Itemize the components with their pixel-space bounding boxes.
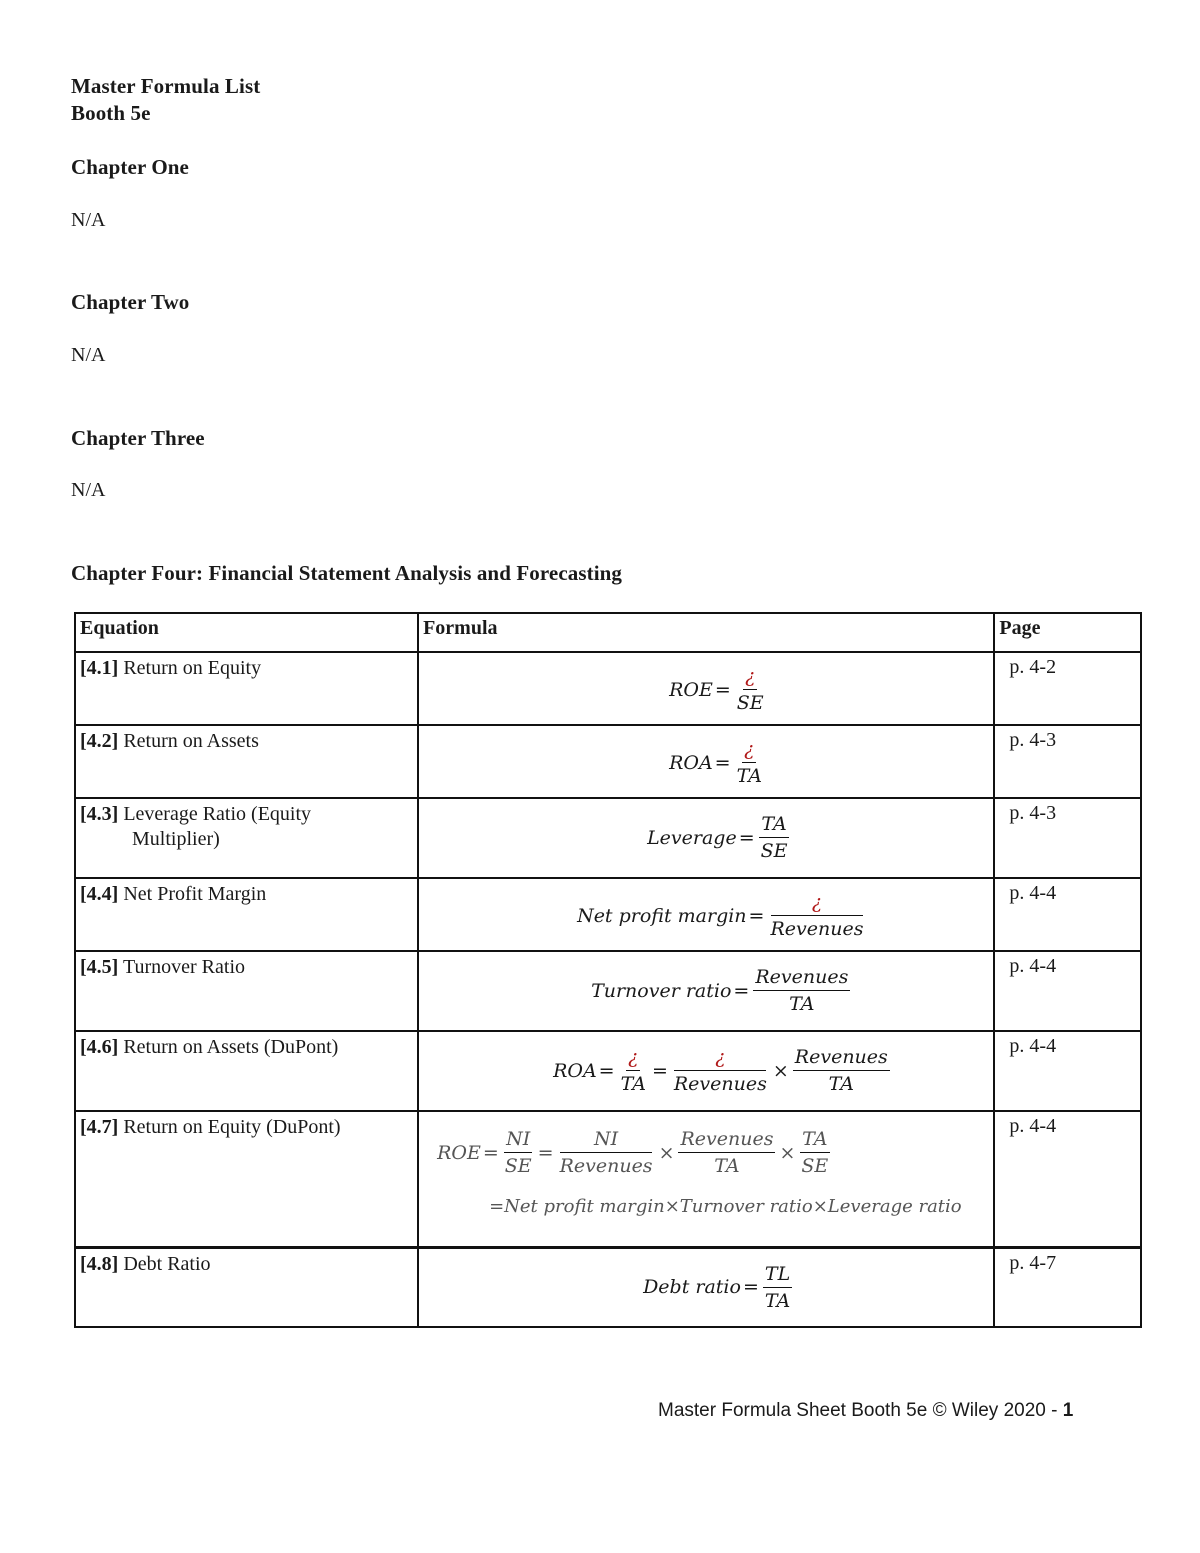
table-row xyxy=(75,1247,1141,1327)
fraction-numerator: TA xyxy=(759,811,788,838)
formula-lhs: Turnover ratio xyxy=(591,979,732,1002)
equation-number: [4.8] xyxy=(80,1252,119,1275)
equation-number: [4.7] xyxy=(80,1116,119,1138)
fraction-denominator: SE xyxy=(801,1155,829,1177)
table-header-row xyxy=(75,613,1141,652)
table-row xyxy=(75,1111,1141,1247)
formula-equals: = xyxy=(714,751,731,774)
formula-lhs: Net profit margin xyxy=(577,904,747,927)
page-cell: p. 4-4 xyxy=(994,951,1141,1031)
formula-equals: = xyxy=(598,1059,615,1082)
formula-leverage xyxy=(647,811,791,864)
equation-cell xyxy=(75,1247,418,1327)
fraction-numerator: ¿ xyxy=(626,1044,640,1071)
formula-equals: = xyxy=(537,1141,554,1164)
fraction-numerator: Revenues xyxy=(793,1044,890,1071)
equation-name: Leverage Ratio (Equity xyxy=(123,803,312,825)
equation-number: [4.3] xyxy=(80,803,119,825)
equation-cell xyxy=(75,1031,418,1111)
formula-lhs: Leverage xyxy=(647,826,737,849)
formula-cell xyxy=(418,725,994,798)
equation-name: Return on Assets xyxy=(123,730,259,752)
fraction-denominator: TA xyxy=(620,1073,646,1095)
formula-times: × xyxy=(779,1141,796,1164)
fraction-denominator: Revenues xyxy=(770,918,864,940)
formula-roe-dupont xyxy=(437,1126,832,1179)
fraction-denominator: SE xyxy=(736,692,764,714)
fraction-denominator: Revenues xyxy=(559,1155,653,1177)
fraction-numerator: TA xyxy=(800,1126,829,1153)
chapter-two-heading: Chapter Two xyxy=(71,290,190,314)
header-page: Page xyxy=(994,613,1141,652)
fraction-numerator: NI xyxy=(560,1126,652,1153)
formula-equals: = xyxy=(714,678,731,701)
formula-lhs: ROE xyxy=(437,1141,481,1164)
table-row xyxy=(75,951,1141,1031)
formula-equals: = xyxy=(482,1141,499,1164)
equation-number: [4.5] xyxy=(80,956,119,978)
page-cell: p. 4-2 xyxy=(994,652,1141,725)
fraction-numerator: TL xyxy=(763,1261,792,1288)
formula-cell xyxy=(418,652,994,725)
document-subtitle: Booth 5e xyxy=(71,101,151,125)
table-row xyxy=(75,878,1141,951)
chapter-three-heading: Chapter Three xyxy=(71,426,205,450)
equation-name: Debt Ratio xyxy=(123,1252,211,1275)
chapter-one-body: N/A xyxy=(71,209,106,231)
formula-fraction xyxy=(735,736,764,789)
table-row xyxy=(75,798,1141,878)
fraction-numerator: ¿ xyxy=(674,1044,766,1071)
page-cell: p. 4-4 xyxy=(994,1031,1141,1111)
fraction-numerator: NI xyxy=(504,1126,532,1153)
formula-fraction xyxy=(763,1261,792,1314)
formula-fraction xyxy=(753,964,850,1017)
equation-number: [4.6] xyxy=(80,1036,119,1058)
fraction-denominator: SE xyxy=(504,1155,532,1177)
formula-debt-ratio xyxy=(643,1261,794,1314)
table-row xyxy=(75,652,1141,725)
formula-equals: = xyxy=(742,1276,759,1298)
page-cell: p. 4-3 xyxy=(994,725,1141,798)
formula-fraction xyxy=(672,1044,769,1097)
fraction-denominator: TA xyxy=(789,993,815,1015)
formula-lhs: ROA xyxy=(669,751,713,774)
formula-fraction xyxy=(678,1126,775,1179)
fraction-numerator: Revenues xyxy=(678,1126,775,1153)
formula-lhs: Debt ratio xyxy=(643,1276,741,1298)
formula-lhs: ROE xyxy=(669,678,713,701)
formula-fraction xyxy=(619,1044,648,1097)
equation-cell xyxy=(75,951,418,1031)
equation-cell xyxy=(75,878,418,951)
equation-name: Return on Assets (DuPont) xyxy=(123,1036,339,1058)
equation-cell xyxy=(75,798,418,878)
formula-cell xyxy=(418,798,994,878)
formula-equals: = xyxy=(748,904,765,927)
fraction-numerator: ¿ xyxy=(743,663,757,690)
equation-name: Return on Equity xyxy=(123,657,262,679)
fraction-numerator: ¿ xyxy=(742,736,756,763)
fraction-denominator: TA xyxy=(828,1073,854,1095)
chapter-three-body: N/A xyxy=(71,479,106,501)
formula-cell xyxy=(418,1031,994,1111)
formula-fraction xyxy=(759,811,790,864)
formula-roa-dupont xyxy=(553,1044,892,1097)
formula-cell xyxy=(418,878,994,951)
equation-name-continued: Multiplier) xyxy=(132,828,220,850)
fraction-denominator: TA xyxy=(764,1289,791,1312)
table-row xyxy=(75,725,1141,798)
fraction-denominator: TA xyxy=(736,765,762,787)
formula-net-profit-margin xyxy=(577,889,867,942)
chapter-one-heading: Chapter One xyxy=(71,155,189,179)
fraction-denominator: Revenues xyxy=(673,1073,767,1095)
equation-number: [4.1] xyxy=(80,657,119,679)
formula-fraction xyxy=(793,1044,890,1097)
formula-times: × xyxy=(772,1059,789,1082)
formula-roe xyxy=(669,663,768,716)
fraction-numerator: ¿ xyxy=(771,889,863,916)
formula-equals: = xyxy=(651,1059,668,1082)
footer-text: Master Formula Sheet Booth 5e © Wiley 2020 - xyxy=(658,1400,1058,1421)
fraction-denominator: TA xyxy=(714,1155,740,1177)
fraction-denominator: SE xyxy=(760,840,788,862)
document-title: Master Formula List xyxy=(71,74,261,98)
page-cell: p. 4-4 xyxy=(994,1111,1141,1247)
formula-roa xyxy=(669,736,766,789)
formula-table xyxy=(74,612,1142,1328)
chapter-two-body: N/A xyxy=(71,344,106,366)
formula-roe-dupont-line2: =Net profit margin×Turnover ratio×Leverage ratio xyxy=(489,1196,962,1217)
formula-fraction xyxy=(735,663,766,716)
footer-page-number: 1 xyxy=(1062,1400,1074,1421)
equation-name: Return on Equity (DuPont) xyxy=(123,1116,341,1138)
formula-cell xyxy=(418,1111,994,1247)
equation-name: Net Profit Margin xyxy=(123,883,267,905)
fraction-numerator: Revenues xyxy=(753,964,850,991)
formula-fraction xyxy=(768,889,865,942)
formula-lhs: ROA xyxy=(553,1059,597,1082)
formula-cell xyxy=(418,951,994,1031)
equation-cell xyxy=(75,1111,418,1247)
table-row xyxy=(75,1031,1141,1111)
header-equation: Equation xyxy=(75,613,418,652)
equation-cell xyxy=(75,652,418,725)
formula-equals: = xyxy=(733,979,750,1002)
equation-cell xyxy=(75,725,418,798)
page-cell: p. 4-3 xyxy=(994,798,1141,878)
formula-turnover-ratio xyxy=(591,964,852,1017)
page-cell: p. 4-7 xyxy=(994,1247,1141,1327)
formula-cell xyxy=(418,1247,994,1327)
formula-times: × xyxy=(658,1141,675,1164)
chapter-four-heading: Chapter Four: Financial Statement Analysis and Forecasting xyxy=(71,561,623,585)
equation-number: [4.4] xyxy=(80,883,119,905)
equation-number: [4.2] xyxy=(80,730,119,752)
formula-fraction xyxy=(503,1126,534,1179)
page-cell: p. 4-4 xyxy=(994,878,1141,951)
header-formula: Formula xyxy=(418,613,994,652)
formula-fraction xyxy=(799,1126,830,1179)
page-footer xyxy=(658,1400,1073,1422)
equation-name: Turnover Ratio xyxy=(122,956,246,978)
formula-equals: = xyxy=(738,826,755,849)
formula-fraction xyxy=(558,1126,655,1179)
